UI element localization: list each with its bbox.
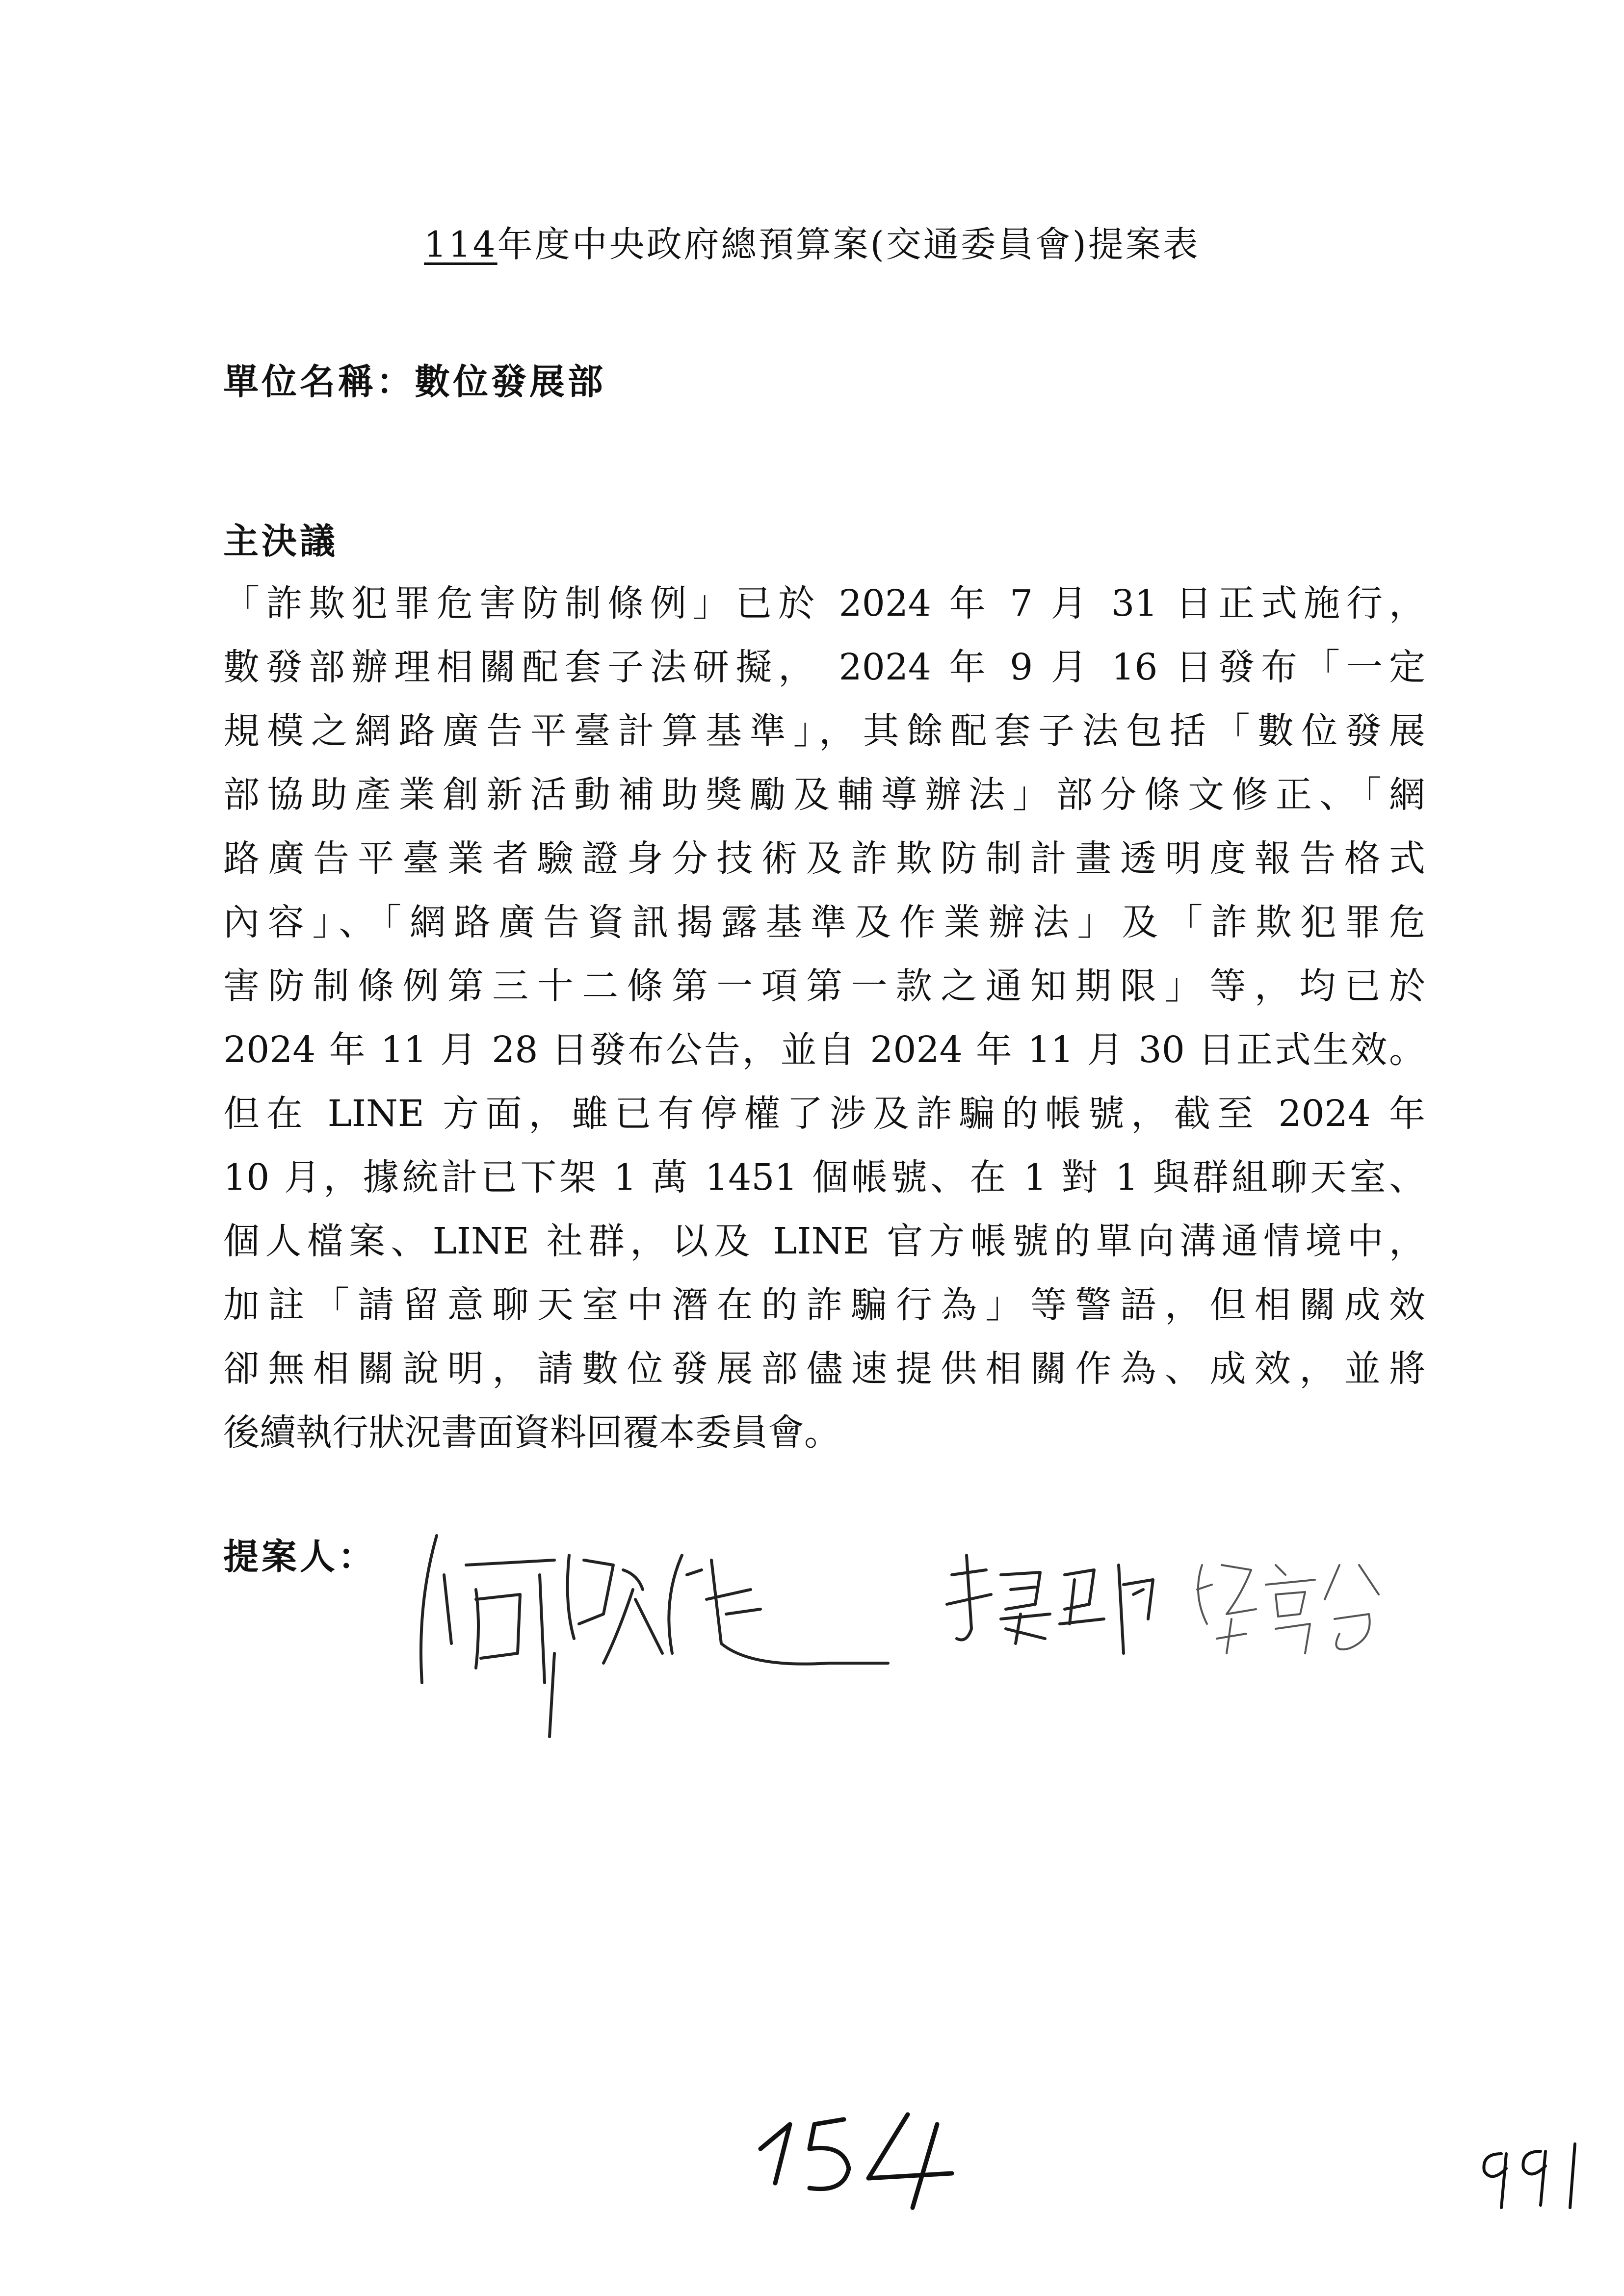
resolution-heading: 主決議 [223,521,339,562]
unit-name-line [223,353,606,404]
title-year: 114 [424,224,498,265]
body-line: 內容」、「網路廣告資訊揭露基準及作業辦法」及「詐欺犯罪危 [223,901,1425,943]
body-line: 後續執行狀況書面資料回覆本委員會。 [223,1411,840,1454]
signature-3 [1182,1545,1418,1683]
body-line: 規模之網路廣告平臺計算基準」，其餘配套子法包括「數位發展 [223,710,1425,752]
body-line: 10 月，據統計已下架 1 萬 1451 個帳號、在 1 對 1 與群組聊天室、 [223,1156,1425,1199]
page-number-right [1472,2124,1599,2222]
body-line: 害防制條例第三十二條第一項第一款之通知期限」等，均已於 [223,965,1425,1007]
signature-2 [937,1545,1212,1693]
title-text: 年度中央政府總預算案(交通委員會)提案表 [497,224,1200,265]
handwritten-page-number [746,2095,991,2213]
unit-label: 單位名稱： [223,361,415,402]
body-line: 加註「請留意聊天室中潛在的詐騙行為」等警語，但相關成效 [223,1284,1425,1326]
body-line: 路廣告平臺業者驗證身分技術及詐欺防制計畫透明度報告格式 [223,837,1425,880]
body-line: 「詐欺犯罪危害防制條例」已於 2024 年 7 月 31 日正式施行， [223,582,1425,625]
body-line: 個人檔案、LINE 社群，以及 LINE 官方帳號的單向溝通情境中， [223,1220,1425,1262]
body-line: 2024 年 11 月 28 日發布公告，並自 2024 年 11 月 30 日正式生效。 [223,1029,1425,1071]
signature-1 [407,1506,898,1761]
body-line: 部協助產業創新活動補助獎勵及輔導辦法」部分條文修正、「網 [223,774,1425,816]
body-line: 數發部辦理相關配套子法研擬， 2024 年 9 月 16 日發布「一定 [223,646,1425,688]
signature-area [407,1506,1413,1761]
proposer-label: 提案人： [223,1536,377,1577]
body-line: 但在 LINE 方面，雖已有停權了涉及詐騙的帳號，截至 2024 年 [223,1093,1425,1135]
unit-value: 數位發展部 [415,361,606,402]
page-title [0,216,1624,267]
body-line: 卻無相關說明，請數位發展部儘速提供相關作為、成效，並將 [223,1348,1425,1390]
resolution-body [223,572,1425,1464]
